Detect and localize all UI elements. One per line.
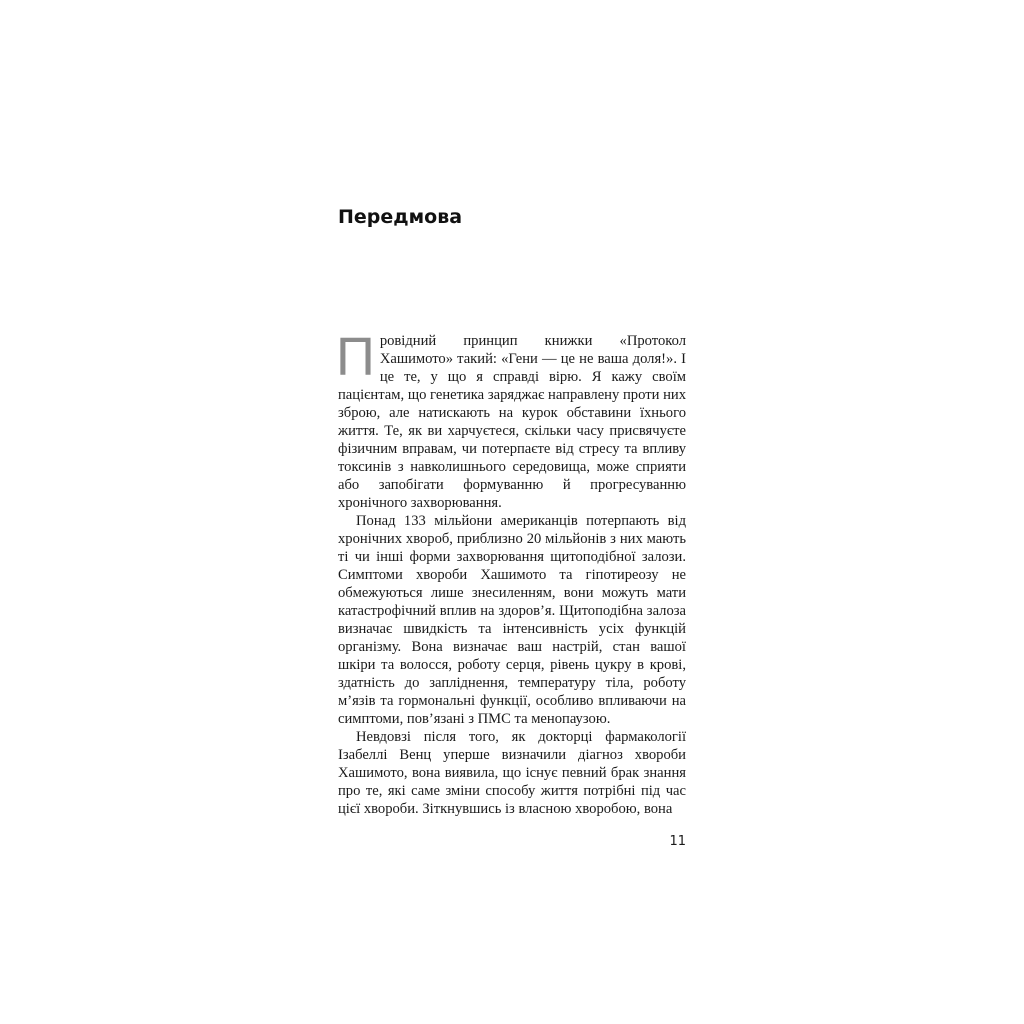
drop-cap: П	[336, 327, 375, 387]
page-number: 11	[669, 834, 686, 849]
body-text	[336, 327, 686, 818]
paragraph-1-text: ровідний принцип книжки «Протокол Хашимото» такий: «Гени — це не ваша доля!». І це те, у що я справді вірю. Я кажу своїм пацієнтам, що генетика заряджає направлену проти них зброю, але натискають на курок обставини їхнього життя. Те, як ви харчуєтеся, скільки часу присвячуєте фізичним вправам, чи потерпаєте від стресу та впливу токсинів з навколишнього середовища, може сприяти або запобігати формуванню й прогресуванню хронічного захворювання.	[338, 333, 686, 511]
paragraph-1	[336, 327, 686, 512]
chapter-title: Передмова	[338, 206, 463, 228]
paragraph-2: Понад 133 мільйони американців потерпають від хронічних хвороб, приблизно 20 мільйонів з них мають ті чи інші форми захворювання щитоподібної залози. Симптоми хвороби Хашимото та гіпотиреозу не обмежуються лише знесиленням, вони можуть мати катастрофічний вплив на здоров’я. Щитоподібна залоза визначає швидкість та інтенсивність усіх функцій організму. Вона визначає ваш настрій, стан вашої шкіри та волосся, роботу серця, рівень цукру в крові, здатність до запліднення, температуру тіла, роботу м’язів та гормональні функції, особливо впливаючи на симптоми, пов’язані з ПМС та менопаузою.	[338, 513, 686, 727]
paragraph-3: Невдовзі після того, як докторці фармакології Ізабеллі Венц уперше визначили діагноз хвороби Хашимото, вона виявила, що існує певний брак знання про те, які саме зміни способу життя потрібні під час цієї хвороби. Зіткнувшись із власною хворобою, вона	[338, 729, 686, 817]
